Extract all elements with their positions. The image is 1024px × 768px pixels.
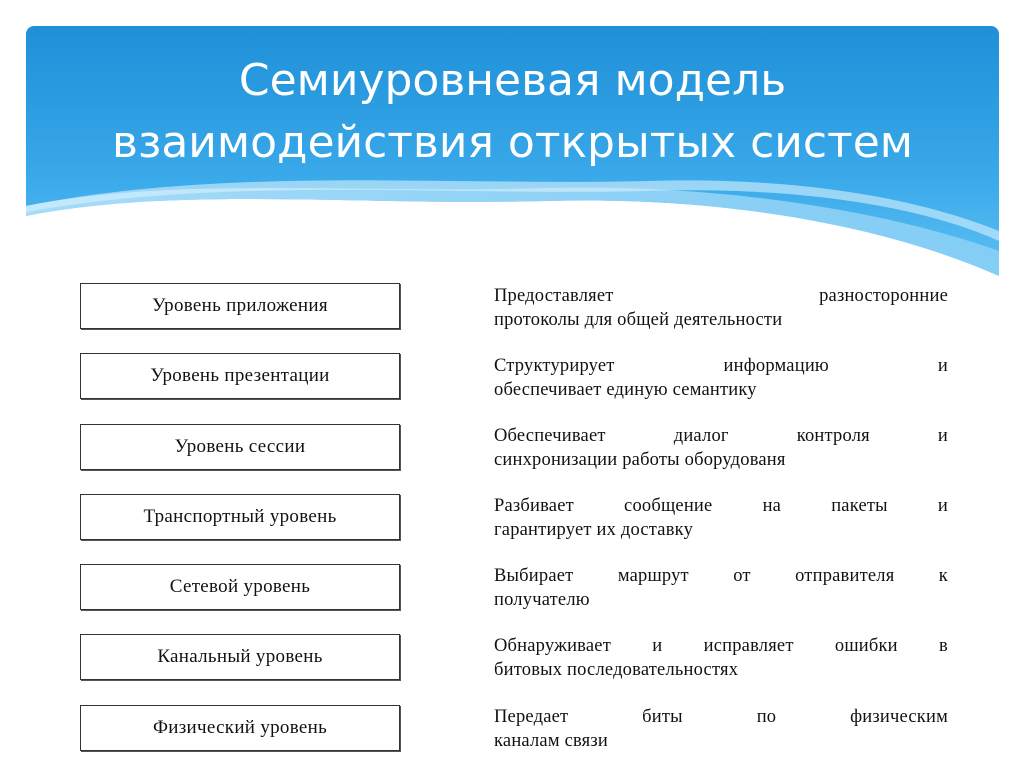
layer-box-network: Сетевой уровень [80,564,400,610]
layer-description-application [494,284,948,332]
description-line: Обнаруживает и исправляет ошибки в [494,636,948,656]
description-line: обеспечивает единую семантику [494,380,757,400]
layer-description-physical [494,705,948,753]
layer-description-network [494,564,948,612]
layer-box-presentation: Уровень презентации [80,353,400,399]
slide-header [26,26,999,276]
description-line: Обеспечивает диалог контроля и [494,426,948,446]
description-line: Передает биты по физическим [494,707,948,727]
slide-title [26,50,999,174]
description-line: каналам связи [494,731,608,751]
layer-description-presentation [494,354,948,402]
layer-description-transport [494,494,948,542]
description-line: Предоставляет разносторонние [494,286,948,306]
slide-title-line-2: взаимодействия открытых систем [112,117,913,168]
description-line: Выбирает маршрут от отправителя к [494,566,948,586]
description-line: битовых последовательностях [494,660,739,680]
layer-description-session [494,424,948,472]
description-line: получателю [494,590,590,610]
layer-box-session: Уровень сессии [80,424,400,470]
layer-box-datalink: Канальный уровень [80,634,400,680]
description-line: протоколы для общей деятельности [494,310,783,330]
description-line: гарантирует их доставку [494,520,694,540]
slide-title-line-1: Семиуровневая модель [238,55,787,106]
layer-box-physical: Физический уровень [80,705,400,751]
layer-box-transport: Транспортный уровень [80,494,400,540]
layer-description-datalink [494,634,948,682]
layer-box-application: Уровень приложения [80,283,400,329]
description-line: синхронизации работы оборудованя [494,450,786,470]
description-line: Разбивает сообщение на пакеты и [494,496,948,516]
description-line: Структурирует информацию и [494,356,948,376]
